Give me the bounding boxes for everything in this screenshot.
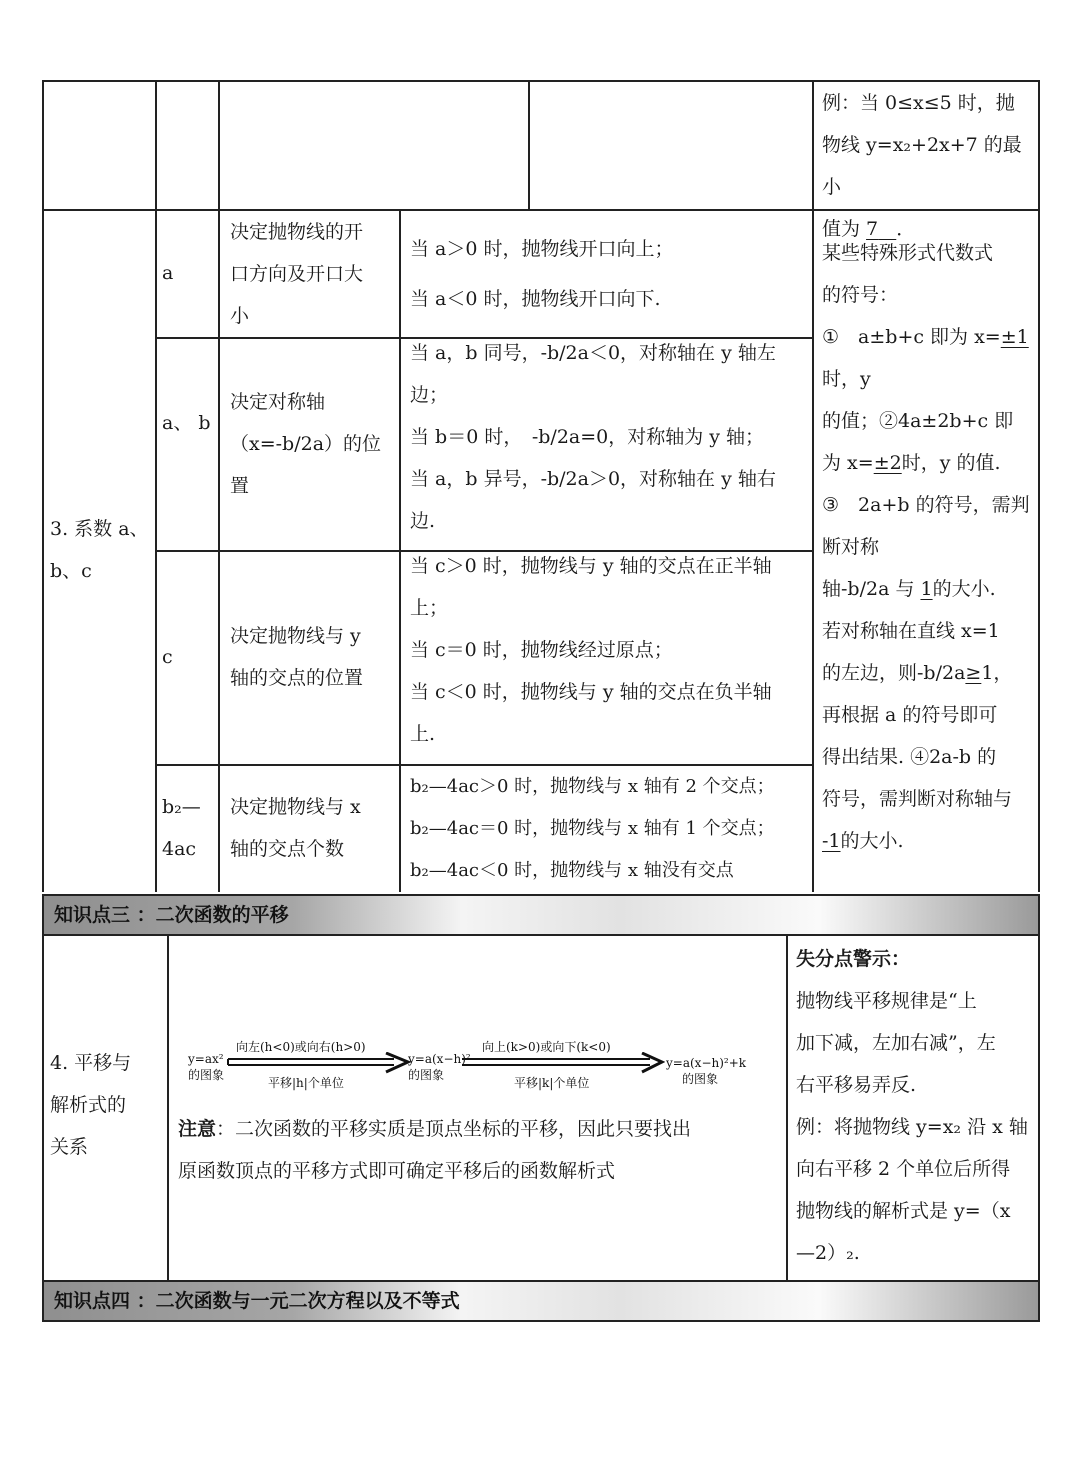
note-text: 为 x=: [822, 452, 874, 474]
table-border: [155, 80, 157, 892]
example-line: 物线 y=x₂+2x+7 的最小: [822, 134, 1022, 198]
role-line: 小: [230, 305, 250, 327]
section4-label: [50, 1042, 164, 1168]
rules-discriminant: [410, 766, 812, 892]
role-ab: [230, 381, 398, 507]
table-border: [1038, 80, 1040, 892]
note-answer: -1: [822, 830, 841, 852]
note-answer: ±2: [873, 452, 902, 474]
section4-label-line: 关系: [50, 1136, 89, 1158]
coef-line: b₂—: [162, 796, 201, 818]
arrow2-top-label: 向上(k>0)或向下(k<0): [482, 1040, 611, 1054]
rule-line: 边；: [410, 384, 449, 406]
note-line: 某些特殊形式代数式: [822, 242, 994, 264]
rule-line: 当 c＜0 时，抛物线与 y 轴的交点在负半轴: [410, 681, 772, 703]
start-caption: 的图象: [188, 1068, 225, 1082]
section3-label-line: 3. 系数 a、: [50, 518, 149, 540]
section-banner-3: [42, 894, 1040, 936]
warning-line: 例：将抛物线 y=x₂ 沿 x 轴: [796, 1116, 1028, 1138]
warning-line: 抛物线平移规律是“上: [796, 990, 977, 1012]
coef-line: 4ac: [162, 838, 197, 860]
table-border: [812, 80, 814, 892]
table-border: [1038, 936, 1040, 1280]
rule-line: 当 c＝0 时，抛物线经过原点；: [410, 639, 673, 661]
role-a: [230, 211, 398, 337]
table-border: [42, 936, 44, 1280]
start-formula: y=ax²: [188, 1052, 224, 1066]
table-border: [399, 209, 401, 892]
note-line: 的符号：: [822, 284, 899, 306]
arrow-right-icon: [460, 1052, 665, 1074]
note-line: 时，y: [822, 368, 871, 390]
rule-line: 上；: [410, 597, 449, 619]
section3-note: [822, 232, 1036, 862]
example-tail: ．: [896, 218, 916, 240]
note-line: 得出结果. ④2a-b 的: [822, 746, 997, 768]
coef-a: a: [162, 262, 174, 284]
banner-title: 知识点四 ：二次函数与一元二次方程以及不等式: [54, 1290, 460, 1312]
coef-c: c: [162, 646, 173, 668]
table-border: [786, 936, 788, 1280]
note-text: ① a±b+c 即为 x=: [822, 326, 1001, 348]
rule-line: b₂—4ac＜0 时，抛物线与 x 轴没有交点: [410, 860, 734, 881]
table-border: [218, 80, 220, 892]
note-answer: ≥: [965, 662, 982, 684]
warning-title: 失分点警示：: [796, 948, 911, 970]
example-answer: 7: [866, 218, 879, 240]
rule-line: 当 a，b 异号，-b/2a＞0，对称轴在 y 轴右: [410, 468, 776, 490]
example-line: 例：当 0≤x≤5 时，抛: [822, 92, 1015, 114]
note-line: [822, 442, 1036, 484]
role-line: 轴的交点个数: [230, 838, 345, 860]
role-line: 决定抛物线与 x: [230, 796, 361, 818]
rule-line: b₂—4ac＞0 时，抛物线与 x 轴有 2 个交点；: [410, 776, 775, 797]
coef-discriminant: [162, 786, 201, 870]
top-example: [822, 82, 1036, 250]
rules-c: [410, 545, 810, 755]
note-line: [822, 820, 1036, 862]
section4-label-line: 4. 平移与: [50, 1052, 132, 1074]
role-line: 置: [230, 475, 250, 497]
note-line: 原函数顶点的平移方式即可确定平移后的函数解析式: [178, 1160, 616, 1182]
mid-formula: y=a(x−h)²: [408, 1052, 471, 1066]
note-text: 时，y 的值.: [901, 452, 1001, 474]
warning-line: —2）₂.: [796, 1242, 860, 1264]
end-formula: y=a(x−h)²+k: [666, 1056, 747, 1070]
note-line: 的值；②4a±2b+c 即: [822, 410, 1014, 432]
role-c: [230, 615, 398, 699]
note-line: 若对称轴在直线 x=1: [822, 620, 1000, 642]
role-line: 决定抛物线的开: [230, 221, 364, 243]
note-line: [822, 652, 1036, 694]
note-line: [178, 1108, 784, 1150]
section4-label-line: 解析式的: [50, 1094, 127, 1116]
rule-line: 当 c＞0 时，抛物线与 y 轴的交点在正半轴: [410, 555, 772, 577]
translation-note: [178, 1108, 784, 1192]
warning-line: 向右平移 2 个单位后所得: [796, 1158, 1011, 1180]
note-answer: 1: [920, 578, 933, 600]
rule-line: b₂—4ac＝0 时，抛物线与 x 轴有 1 个交点；: [410, 818, 775, 839]
note-text: ：二次函数的平移实质是顶点坐标的平移，因此只要找出: [216, 1118, 692, 1140]
role-line: （x=-b/2a）的位: [230, 433, 382, 455]
section3-label-line: b、c: [50, 560, 92, 582]
note-text: 的左边，则-b/2a: [822, 662, 966, 684]
note-line: 再根据 a 的符号即可: [822, 704, 998, 726]
role-discriminant: [230, 786, 398, 870]
arrow1-bottom-label: 平移|h|个单位: [268, 1076, 344, 1090]
section3-label: [50, 508, 154, 592]
warning-box: [796, 938, 1038, 1274]
rule-line: 当 a，b 同号，-b/2a＜0，对称轴在 y 轴左: [410, 342, 776, 364]
warning-line: 抛物线的解析式是 y=（x: [796, 1200, 1011, 1222]
mid-caption: 的图象: [408, 1068, 445, 1082]
coef-ab: a、 b: [162, 412, 211, 434]
table-border: [528, 80, 530, 210]
note-line: [822, 568, 1036, 610]
note-text: 的大小.: [840, 830, 904, 852]
note-label: 注意: [178, 1118, 217, 1140]
note-text: 的大小.: [932, 578, 996, 600]
warning-line: 加下减，左加右减”，左: [796, 1032, 996, 1054]
section-banner-4: [42, 1280, 1040, 1322]
note-text: 轴-b/2a 与: [822, 578, 921, 600]
rule-line: 当 a＜0 时，抛物线开口向下.: [410, 288, 661, 310]
end-caption: 的图象: [682, 1072, 719, 1086]
role-line: 口方向及开口大: [230, 263, 364, 285]
table-border: [42, 80, 44, 892]
note-line: [822, 316, 1036, 358]
note-line: ③ 2a+b 的符号，需判: [822, 494, 1030, 516]
table-border: [167, 936, 169, 1280]
role-line: 决定对称轴: [230, 391, 326, 413]
example-prefix: 值为: [822, 218, 867, 240]
rule-line: 边.: [410, 510, 436, 532]
note-line: 符号，需判断对称轴与: [822, 788, 1013, 810]
arrow1-top-label: 向左(h<0)或向右(h>0): [236, 1040, 366, 1054]
rule-line: 当 a＞0 时，抛物线开口向上；: [410, 238, 674, 260]
note-text: 1，: [981, 662, 1013, 684]
role-line: 轴的交点的位置: [230, 667, 364, 689]
banner-title: 知识点三 ：二次函数的平移: [54, 904, 289, 926]
warning-line: 右平移易弄反.: [796, 1074, 917, 1096]
arrow-right-icon: [226, 1052, 411, 1074]
rules-a: [410, 224, 810, 324]
rules-ab: [410, 332, 810, 542]
rule-line: 上.: [410, 723, 436, 745]
role-line: 决定抛物线与 y: [230, 625, 361, 647]
arrow2-bottom-label: 平移|k|个单位: [514, 1076, 590, 1090]
note-answer: ±1: [1000, 326, 1029, 348]
rule-line: 当 b＝0 时， -b/2a=0，对称轴为 y 轴；: [410, 426, 765, 448]
note-line: 断对称: [822, 536, 880, 558]
